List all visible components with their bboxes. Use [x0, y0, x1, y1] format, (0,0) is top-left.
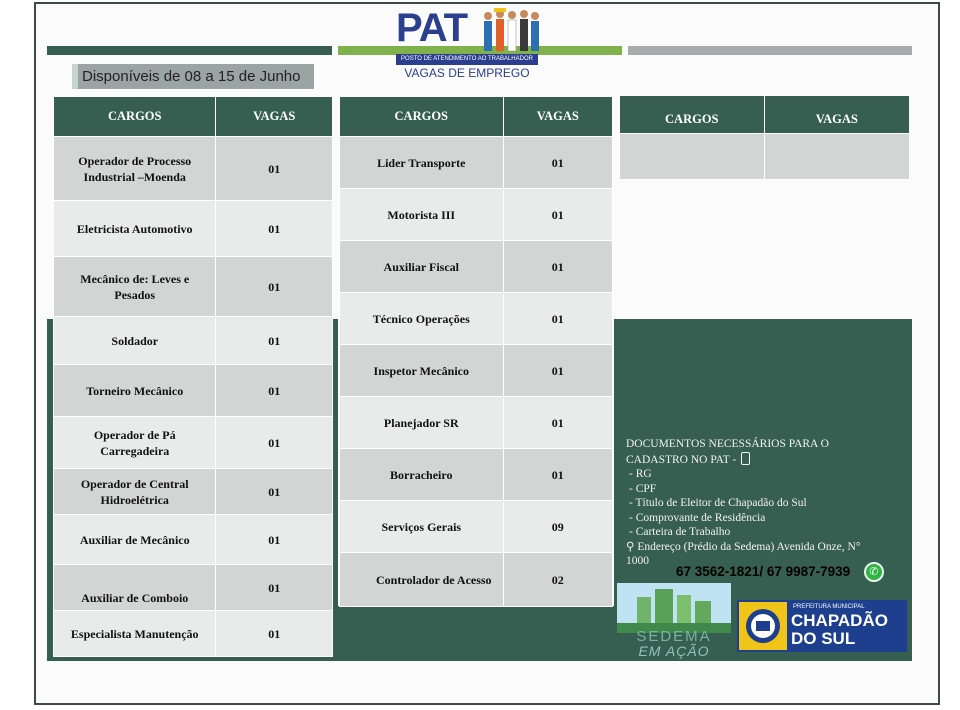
cargo-cell: Operador de Pá Carregadeira [54, 417, 216, 469]
cargo-cell: Mecânico de: Leves e Pesados [54, 257, 216, 317]
city-seal-icon [739, 602, 787, 650]
sedema-line2: EM AÇÃO [638, 643, 710, 659]
vagas-cell: 01 [503, 293, 612, 345]
cargo-cell: Motorista III [340, 189, 504, 241]
table-row [54, 365, 333, 417]
table-row [340, 553, 613, 607]
prefeitura-line1: CHAPADÃO [791, 611, 888, 630]
table-row [54, 611, 333, 657]
cargo-cell: Auxiliar de Mecânico [54, 515, 216, 565]
address-number: 1000 [626, 555, 649, 567]
jobs-table-right [619, 95, 910, 180]
table-row [54, 201, 333, 257]
table-row [620, 134, 910, 180]
vagas-cell: 01 [503, 241, 612, 293]
cargo-cell: Operador de Processo Industrial –Moenda [54, 137, 216, 201]
table-row [340, 137, 613, 189]
cargo-cell: Auxiliar de Comboio [54, 565, 216, 611]
docs-title: DOCUMENTOS NECESSÁRIOS PARA O [626, 438, 829, 450]
jobs-table-left [53, 96, 333, 657]
docs-title-line2: CADASTRO NO PAT - [626, 453, 737, 466]
table-row [340, 501, 613, 553]
cargo-cell: Borracheiro [340, 449, 504, 501]
prefeitura-name [791, 612, 888, 648]
vagas-cell: 09 [503, 501, 612, 553]
table-row [54, 469, 333, 515]
vagas-cell: 01 [503, 345, 612, 397]
prefeitura-logo [737, 600, 907, 652]
vagas-cell: 01 [216, 257, 333, 317]
vagas-cell: 01 [216, 201, 333, 257]
pat-logo [396, 6, 546, 80]
column-header-cargos: CARGOS [620, 96, 765, 134]
cargo-cell: Soldador [54, 317, 216, 365]
availability-dates: Disponíveis de 08 a 15 de Junho [72, 64, 314, 89]
vagas-cell: 01 [216, 317, 333, 365]
cargo-cell: Planejador SR [340, 397, 504, 449]
prefeitura-small: PREFEITURA MUNICIPAL [793, 604, 865, 610]
cargo-cell: Técnico Operações [340, 293, 504, 345]
table-row [340, 293, 613, 345]
table-row [54, 137, 333, 201]
vagas-cell: 01 [216, 611, 333, 657]
phone-numbers: 67 3562-1821/ 67 9987-7939 [676, 564, 851, 579]
city-skyline-icon [617, 583, 731, 633]
workers-illustration-icon [480, 8, 540, 54]
bottom-green-block [338, 606, 614, 661]
doc-item: - Comprovante de Residência [629, 511, 766, 524]
sedema-line1: SEDEMA [636, 628, 712, 645]
documents-info [626, 437, 896, 569]
empty-cell [764, 134, 909, 180]
table-row [54, 257, 333, 317]
column-header-cargos: CARGOS [340, 97, 504, 137]
cargo-cell: Inspetor Mecânico [340, 345, 504, 397]
header-bar-left [47, 46, 332, 55]
header-bar-right [628, 46, 912, 55]
prefeitura-line2: DO SUL [791, 629, 856, 648]
vagas-cell: 01 [216, 417, 333, 469]
vagas-cell: 01 [503, 189, 612, 241]
doc-item: - Carteira de Trabalho [629, 526, 731, 538]
sedema-logo [617, 583, 731, 659]
table-row [54, 565, 333, 611]
pat-logo-text: PAT [396, 6, 468, 50]
vagas-cell: 01 [216, 365, 333, 417]
map-pin-icon: ⚲ [626, 540, 635, 553]
doc-item: - RG [629, 468, 652, 480]
cargo-cell: Lider Transporte [340, 137, 504, 189]
table-row [54, 317, 333, 365]
pat-logo-strip: POSTO DE ATENDIMENTO AO TRABALHADOR [396, 54, 538, 65]
whatsapp-icon: ✆ [864, 562, 884, 582]
vagas-cell: 02 [503, 553, 612, 607]
cargo-cell: Auxiliar Fiscal [340, 241, 504, 293]
column-header-vagas: VAGAS [216, 97, 333, 137]
address: Endereço (Prédio da Sedema) Avenida Onze, N° [637, 540, 861, 553]
column-header-vagas: VAGAS [764, 96, 909, 134]
cargo-cell: Operador de Central Hidroelétrica [54, 469, 216, 515]
cargo-cell: Controlador de Acesso [340, 553, 504, 607]
jobs-table-middle [339, 96, 613, 607]
doc-item: - CPF [629, 482, 657, 495]
vagas-cell: 01 [216, 469, 333, 515]
table-row [340, 449, 613, 501]
vagas-cell: 01 [503, 449, 612, 501]
pat-logo-subtitle: VAGAS DE EMPREGO [404, 66, 530, 80]
empty-cell [620, 134, 765, 180]
cargo-cell: Torneiro Mecânico [54, 365, 216, 417]
cargo-cell: Eletricista Automotivo [54, 201, 216, 257]
column-header-cargos: CARGOS [54, 97, 216, 137]
vagas-cell: 01 [216, 565, 333, 611]
table-row [340, 241, 613, 293]
column-header-vagas: VAGAS [503, 97, 612, 137]
cargo-cell: Especialista Manutenção [54, 611, 216, 657]
table-row [340, 189, 613, 241]
vagas-cell: 01 [216, 515, 333, 565]
table-row [54, 417, 333, 469]
cargo-cell: Serviços Gerais [340, 501, 504, 553]
vagas-cell: 01 [503, 137, 612, 189]
table-row [340, 345, 613, 397]
phone-device-icon [741, 452, 750, 465]
doc-item: - Título de Eleitor de Chapadão do Sul [629, 497, 807, 509]
vagas-cell: 01 [216, 137, 333, 201]
vagas-cell: 01 [503, 397, 612, 449]
table-row [54, 515, 333, 565]
table-row [340, 397, 613, 449]
